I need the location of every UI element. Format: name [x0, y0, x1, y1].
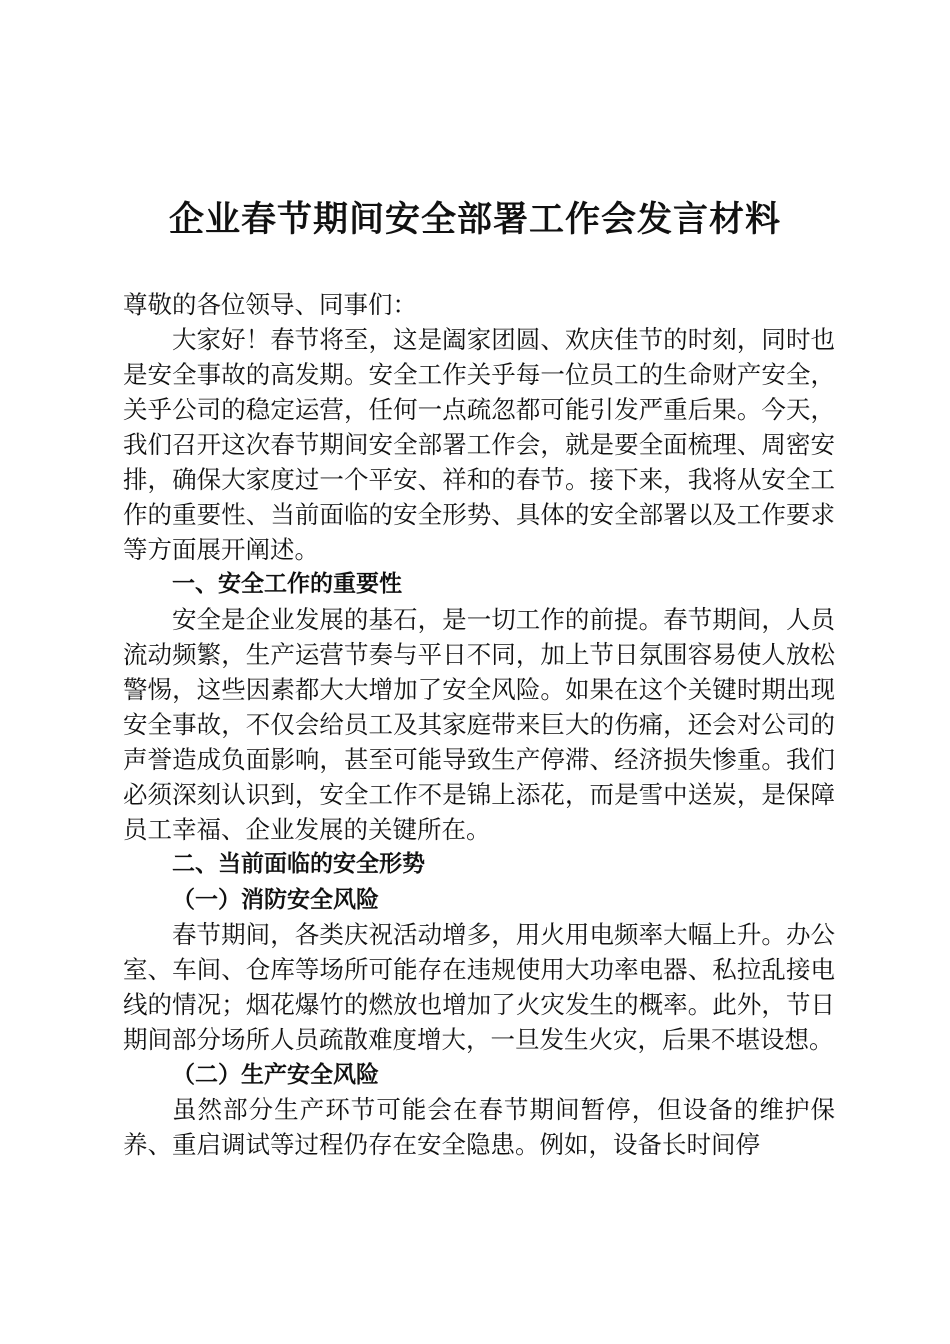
salutation: 尊敬的各位领导、同事们：	[123, 290, 417, 319]
section2-heading: 二、当前面临的安全形势	[172, 851, 425, 877]
section2-sub1-paragraph: 春节期间，各类庆祝活动增多，用火用电频率大幅上升。办公室、车间、仓库等场所可能存在违规使用大功率电器、私拉乱接电线的情况；烟花爆竹的燃放也增加了火灾发生的概率。此外，节日期间部分场所人员疏散难度增大，一旦发生火灾，后果不堪设想。	[123, 920, 835, 1054]
section2-sub2-heading: （二）生产安全风险	[172, 1061, 379, 1088]
section1-paragraph: 安全是企业发展的基石，是一切工作的前提。春节期间，人员流动频繁，生产运营节奏与平日不同，加上节日氛围容易使人放松警惕，这些因素都大大增加了安全风险。如果在这个关键时期出现安全事故，不仅会给员工及其家庭带来巨大的伤痛，还会对公司的声誉造成负面影响，甚至可能导致生产停滞、经济损失惨重。我们必须深刻认识到，安全工作不是锦上添花，而是雪中送炭，是保障员工幸福、企业发展的关键所在。	[123, 605, 835, 844]
section2-sub2-paragraph: 虽然部分生产环节可能会在春节期间暂停，但设备的维护保养、重启调试等过程仍存在安全隐患。例如，设备长时间停	[123, 1095, 835, 1159]
intro-paragraph: 大家好！春节将至，这是阖家团圆、欢庆佳节的时刻，同时也是安全事故的高发期。安全工作关乎每一位员工的生命财产安全，关乎公司的稳定运营，任何一点疏忽都可能引发严重后果。今天，我们召开这次春节期间安全部署工作会，就是要全面梳理、周密安排，确保大家度过一个平安、祥和的春节。接下来，我将从安全工作的重要性、当前面临的安全形势、具体的安全部署以及工作要求等方面展开阐述。	[123, 325, 835, 564]
section2-sub1-heading: （一）消防安全风险	[172, 886, 379, 913]
document-title: 企业春节期间安全部署工作会发言材料	[168, 199, 781, 240]
document-body	[123, 287, 835, 1162]
section1-heading: 一、安全工作的重要性	[172, 571, 402, 597]
